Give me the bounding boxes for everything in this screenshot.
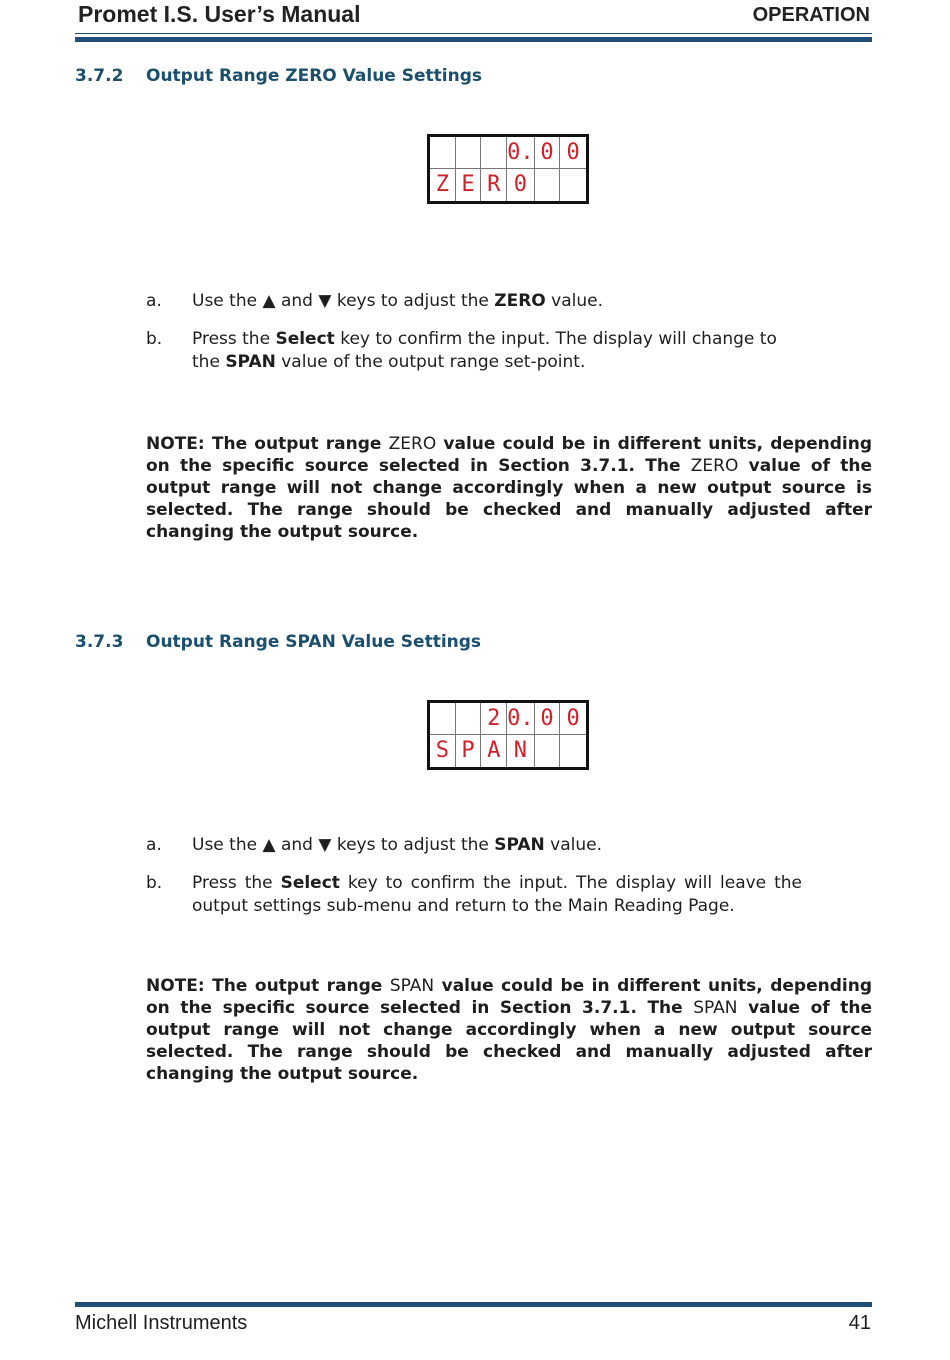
lcd-cell: R: [481, 169, 507, 201]
lcd-cell: [456, 137, 482, 169]
lcd-cell: [560, 735, 586, 767]
lcd-cell: 0: [535, 137, 561, 169]
company-name: Michell Instruments: [75, 1312, 248, 1334]
zero-lcd-display: [427, 134, 589, 204]
manual-title: Promet I.S. User’s Manual: [78, 1, 361, 27]
down-arrow-icon: ▼: [318, 291, 332, 311]
up-arrow-icon: ▲: [262, 291, 276, 311]
section-number: 3.7.3: [75, 632, 124, 652]
lcd-cell: [535, 169, 561, 201]
lcd-cell: [430, 137, 456, 169]
lcd-cell: [456, 703, 482, 735]
step-text: Press the Select key to confirm the input. The display will leave the output settings sub-menu and return to the Main Reading Page.: [192, 873, 802, 916]
section-title: Output Range ZERO Value Settings: [146, 66, 482, 86]
footer-rule: [75, 1302, 872, 1307]
step-text: Use the ▲ and ▼ keys to adjust the ZERO value.: [192, 291, 603, 311]
step-text: Press the Select key to confirm the input. The display will change to the SPAN value of the output range set-point.: [192, 329, 777, 372]
list-marker: b.: [146, 873, 163, 893]
lcd-cell: A: [481, 735, 507, 767]
lcd-cell: 0.: [507, 703, 535, 735]
lcd-cell: [481, 137, 507, 169]
lcd-cell: E: [456, 169, 482, 201]
section-number: 3.7.2: [75, 66, 124, 86]
section-title: Output Range SPAN Value Settings: [146, 632, 482, 652]
page-number: 41: [848, 1312, 871, 1334]
lcd-cell: [560, 169, 586, 201]
up-arrow-icon: ▲: [262, 835, 276, 855]
lcd-cell: Z: [430, 169, 456, 201]
down-arrow-icon: ▼: [318, 835, 332, 855]
lcd-cell: P: [456, 735, 482, 767]
lcd-cell: 0: [535, 703, 561, 735]
lcd-cell: [535, 735, 561, 767]
header-rule-thin: [75, 33, 872, 34]
lcd-cell: 0: [560, 703, 586, 735]
lcd-cell: N: [507, 735, 535, 767]
note-paragraph: NOTE: The output range ZERO value could be in different units, depending on the specific source selected in Section 3.7.1. The ZERO value of the output range will not change accordingly when a new output source is selected. The range should be checked and manually adjusted after changing the output source.: [146, 434, 872, 542]
chapter-name: OPERATION: [752, 4, 870, 26]
list-marker: a.: [146, 835, 162, 855]
header-rule-thick: [75, 37, 872, 42]
span-lcd-display: [427, 700, 589, 770]
list-marker: b.: [146, 329, 163, 349]
lcd-cell: [430, 703, 456, 735]
lcd-cell: 0: [507, 169, 535, 201]
lcd-cell: 2: [481, 703, 507, 735]
lcd-cell: 0.: [507, 137, 535, 169]
lcd-cell: 0: [560, 137, 586, 169]
lcd-cell: S: [430, 735, 456, 767]
list-marker: a.: [146, 291, 162, 311]
step-text: Use the ▲ and ▼ keys to adjust the SPAN value.: [192, 835, 603, 855]
note-paragraph: NOTE: The output range SPAN value could be in different units, depending on the specific source selected in Section 3.7.1. The SPAN value of the output range will not change accordingly when a new output source selected. The range should be checked and manually adjusted after changing the output source.: [146, 976, 873, 1084]
